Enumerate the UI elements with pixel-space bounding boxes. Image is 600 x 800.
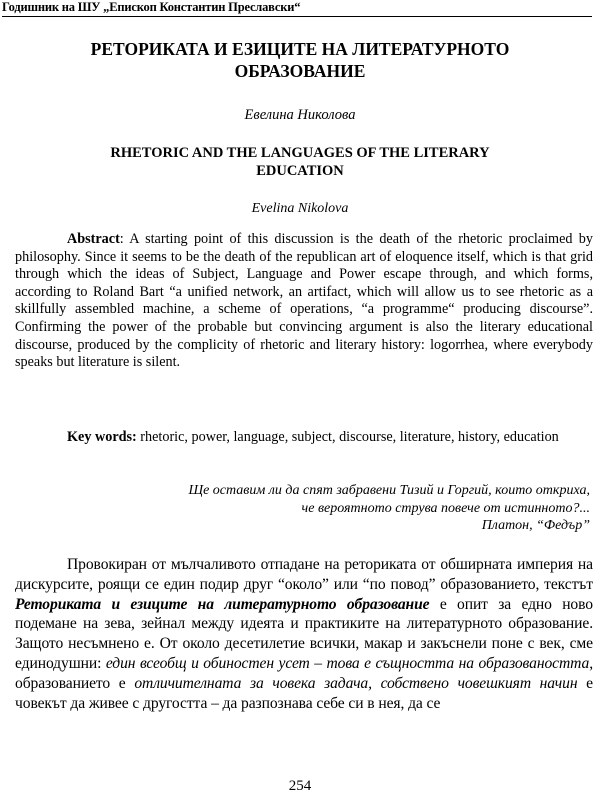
body-text-5: , образованието е <box>15 654 593 692</box>
epigraph-attribution: Платон, “Федър” <box>481 518 590 534</box>
page-number: 254 <box>288 778 312 794</box>
body-text-7: е човекът да живее с другостта – да разпознава себе си в нея, да се <box>15 674 594 712</box>
bulgarian-title <box>20 38 580 82</box>
epigraph-line-1: Ще оставим ли да спят забравени Тизий и Горгий, които откриха, <box>188 483 590 498</box>
epigraph-line-2: че вероятното струва повече от истинното?... <box>301 500 590 516</box>
body-text-italic-2: отличителната за човека задача, собствено човешкият начин <box>134 674 578 692</box>
abstract-text: : A starting point of this discussion is the death of the rhetoric proclaimed by philosophy. Since it seems to be the death of the republican art of eloquence itself, which is that grid through which the ideas of Subject, Language and Power escape through, and which forms, according to Roland Bart “a unified network, an artifact, which will allow us to see rhetoric as a skillfully assembled machine, a scheme of operations, “a programme“ producing discourse”. Confirming the power of the probable but convincing argument is also the literary educational discourse, produced by the complicity of rhetoric and literary history: logorrhea, where everybody speaks but literature is silent. <box>15 231 593 371</box>
abstract-label: Abstract <box>67 231 120 247</box>
body-text-1: Провокиран от мълчаливото отпадане на реториката от обширната империя на дискурсите, роящи се един подир друг “около” или “по повод” образованието, текстът <box>15 556 593 593</box>
keywords-label: Key words: <box>67 429 137 445</box>
body-text-3: е опит за едно ново подемане на зева, зейнал между идеята и практиките на литературното образование. Защото несъмнено е. От около десетилетие всички, макар и закъснели поне с век, сме единодушни: <box>15 595 593 672</box>
body-text-title-emphasis: Реториката и езиците на литературното образование <box>15 595 430 613</box>
english-author: Evelina Nikolova <box>251 201 349 216</box>
epigraph <box>100 482 590 535</box>
running-header: Годишник на ШУ „Епископ Константин Преславски“ <box>2 0 592 17</box>
bulgarian-title-line-1: РЕТОРИКАТА И ЕЗИЦИТЕ НА ЛИТЕРАТУРНОТО <box>90 39 510 59</box>
abstract-paragraph <box>15 231 593 372</box>
bulgarian-author: Евелина Николова <box>244 107 356 123</box>
english-title-line-1: RHETORIC AND THE LANGUAGES OF THE LITERARY <box>110 145 490 161</box>
keywords-paragraph <box>15 429 593 447</box>
body-paragraph <box>15 555 593 713</box>
bulgarian-title-line-2: ОБРАЗОВАНИЕ <box>234 61 366 81</box>
body-text-italic-1: един всеобщ и обиностен усет – това е същността на образоваността <box>105 654 590 672</box>
english-title-line-2: EDUCATION <box>256 163 344 179</box>
keywords-text: rhetoric, power, language, subject, discourse, literature, history, education <box>136 429 559 445</box>
english-title <box>40 144 560 180</box>
